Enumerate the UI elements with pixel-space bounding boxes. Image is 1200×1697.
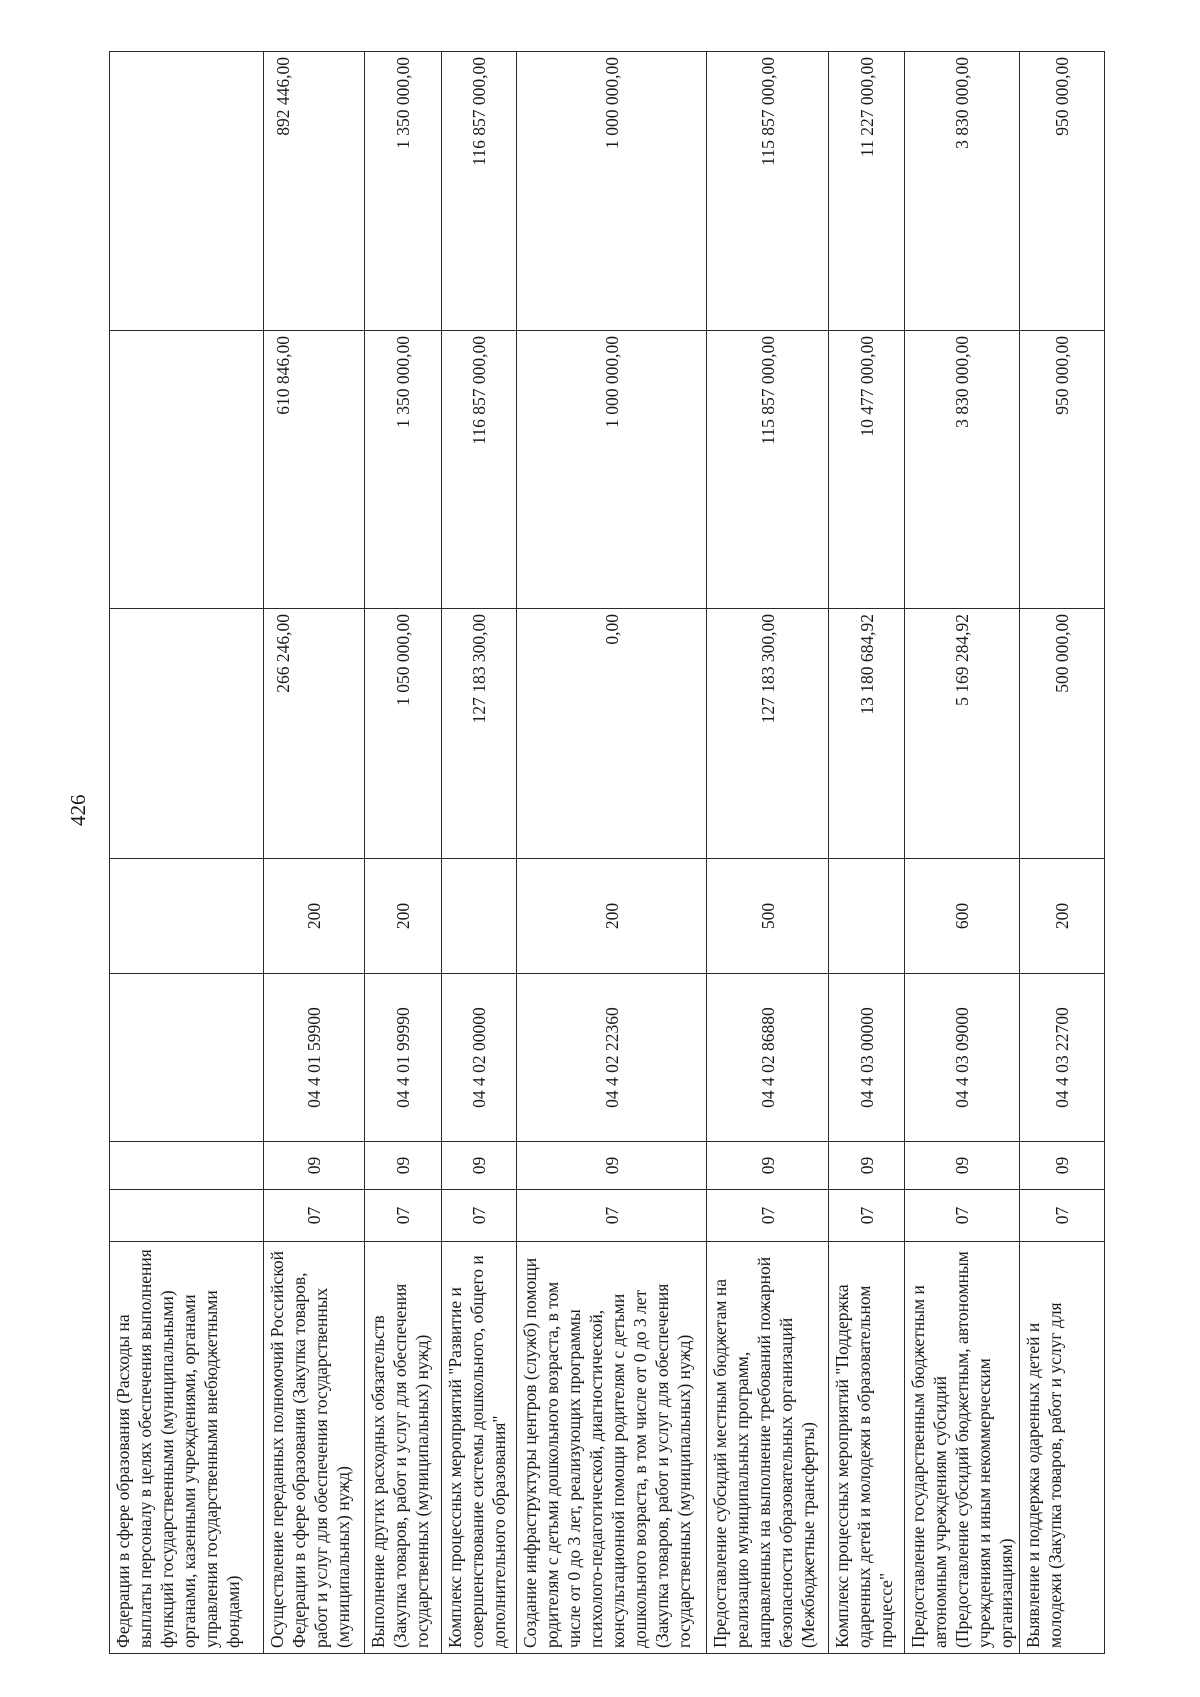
amount-2: 950 000,00	[1020, 331, 1105, 609]
ved-code: 07	[1020, 1190, 1105, 1242]
table-row	[1020, 52, 1105, 1654]
amount-2: 3 830 000,00	[905, 331, 1020, 609]
table-row	[905, 52, 1020, 1654]
amount-3: 892 446,00	[264, 52, 365, 331]
row-description: Предоставление государственным бюджетным и автономным учреждениям субсидий (Предоставление субсидий бюджетным, автономным учреждениям и иным некоммерческим организациям)	[905, 1242, 1020, 1654]
amount-3: 1 000 000,00	[517, 52, 707, 331]
amount-1: 0,00	[517, 609, 707, 859]
target-article-code: 04 4 02 22360	[517, 974, 707, 1142]
ved-code: 07	[707, 1190, 829, 1242]
table-row	[110, 52, 264, 1654]
ved-code: 07	[829, 1190, 905, 1242]
expense-type-code: 200	[517, 859, 707, 974]
section-code: 09	[1020, 1142, 1105, 1190]
amount-2: 116 857 000,00	[442, 331, 517, 609]
section-code: 09	[442, 1142, 517, 1190]
amount-1: 13 180 684,92	[829, 609, 905, 859]
expense-type-code	[442, 859, 517, 974]
amount-2: 1 000 000,00	[517, 331, 707, 609]
target-article-code: 04 4 03 22700	[1020, 974, 1105, 1142]
section-code: 09	[829, 1142, 905, 1190]
table-row	[442, 52, 517, 1654]
table-row	[707, 52, 829, 1654]
row-description: Выявление и поддержка одаренных детей и молодежи (Закупка товаров, работ и услуг для	[1020, 1242, 1105, 1654]
section-code: 09	[264, 1142, 365, 1190]
amount-3: 11 227 000,00	[829, 52, 905, 331]
amount-3: 950 000,00	[1020, 52, 1105, 331]
amount-1	[110, 609, 264, 859]
ved-code: 07	[264, 1190, 365, 1242]
amount-3: 116 857 000,00	[442, 52, 517, 331]
row-description: Комплекс процессных мероприятий "Развитие и совершенствование системы дошкольного, общего и дополнительного образования"	[442, 1242, 517, 1654]
amount-2: 10 477 000,00	[829, 331, 905, 609]
table-row	[517, 52, 707, 1654]
amount-1: 500 000,00	[1020, 609, 1105, 859]
section-code: 09	[707, 1142, 829, 1190]
row-description: Создание инфраструктуры центров (служб) помощи родителям с детьми дошкольного возраста, в том числе от 0 до 3 лет, реализующих программы психолого-педагогической, диагностической, консультационной помощи родителям с детьми дошкольного возраста, в том числе от 0 до 3 лет (Закупка товаров, работ и услуг для обеспечения государственных (муниципальных) нужд)	[517, 1242, 707, 1654]
row-description: Осуществление переданных полномочий Российской Федерации в сфере образования (Закупка товаров, работ и услуг для обеспечения государственных (муниципальных) нужд)	[264, 1242, 365, 1654]
ved-code: 07	[905, 1190, 1020, 1242]
row-description: Федерации в сфере образования (Расходы на выплаты персоналу в целях обеспечения выполнения функций государственными (муниципальными) органами, казенными учреждениями, органами управления государственными внебюджетными фондами)	[110, 1242, 264, 1654]
amount-2: 610 846,00	[264, 331, 365, 609]
target-article-code: 04 4 03 09000	[905, 974, 1020, 1142]
target-article-code: 04 4 01 59900	[264, 974, 365, 1142]
ved-code: 07	[442, 1190, 517, 1242]
target-article-code: 04 4 02 00000	[442, 974, 517, 1142]
expense-type-code	[829, 859, 905, 974]
row-description: Предоставление субсидий местным бюджетам на реализацию муниципальных программ, направленных на выполнение требований пожарной безопасности образовательных организаций (Межбюджетные трансферты)	[707, 1242, 829, 1654]
table-row	[829, 52, 905, 1654]
ved-code: 07	[365, 1190, 442, 1242]
table-row	[264, 52, 365, 1654]
table-body	[110, 52, 1105, 1654]
page-number: 426	[66, 794, 90, 826]
section-code: 09	[905, 1142, 1020, 1190]
expense-type-code	[110, 859, 264, 974]
target-article-code: 04 4 03 00000	[829, 974, 905, 1142]
amount-1: 127 183 300,00	[442, 609, 517, 859]
row-description: Выполнение других расходных обязательств (Закупка товаров, работ и услуг для обеспечения государственных (муниципальных) нужд)	[365, 1242, 442, 1654]
amount-2: 115 857 000,00	[707, 331, 829, 609]
expense-type-code: 200	[365, 859, 442, 974]
ved-code: 07	[517, 1190, 707, 1242]
amount-3: 3 830 000,00	[905, 52, 1020, 331]
budget-table-rotated	[109, 52, 1089, 1654]
section-code: 09	[365, 1142, 442, 1190]
target-article-code	[110, 974, 264, 1142]
expense-type-code: 200	[264, 859, 365, 974]
section-code	[110, 1142, 264, 1190]
amount-1: 266 246,00	[264, 609, 365, 859]
amount-1: 127 183 300,00	[707, 609, 829, 859]
row-description: Комплекс процессных мероприятий "Поддержка одаренных детей и молодежи в образовательном процессе"	[829, 1242, 905, 1654]
target-article-code: 04 4 02 86880	[707, 974, 829, 1142]
amount-3	[110, 52, 264, 331]
amount-2	[110, 331, 264, 609]
expense-type-code: 500	[707, 859, 829, 974]
section-code: 09	[517, 1142, 707, 1190]
amount-3: 115 857 000,00	[707, 52, 829, 331]
amount-1: 5 169 284,92	[905, 609, 1020, 859]
amount-3: 1 350 000,00	[365, 52, 442, 331]
ved-code	[110, 1190, 264, 1242]
amount-1: 1 050 000,00	[365, 609, 442, 859]
budget-table	[109, 51, 1105, 1654]
expense-type-code: 200	[1020, 859, 1105, 974]
target-article-code: 04 4 01 99990	[365, 974, 442, 1142]
expense-type-code: 600	[905, 859, 1020, 974]
table-row	[365, 52, 442, 1654]
amount-2: 1 350 000,00	[365, 331, 442, 609]
